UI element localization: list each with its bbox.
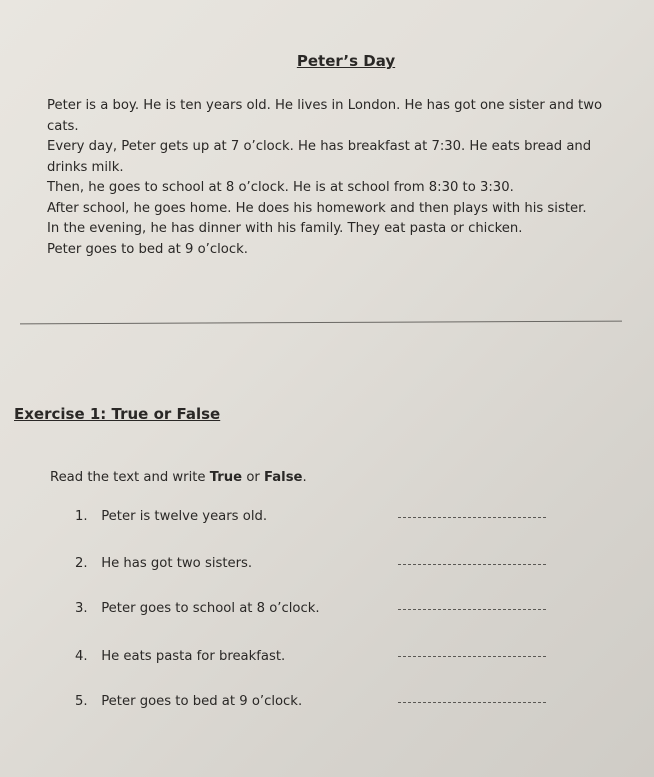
question-item [75, 509, 267, 524]
exercise-instruction [50, 470, 307, 485]
title-text: Peter’s Day [296, 52, 396, 70]
section-divider [20, 321, 622, 325]
question-number: 4. [75, 649, 88, 664]
instruction-true: True [209, 470, 243, 485]
story-paragraph: Every day, Peter gets up at 7 o’clock. He has breakfast at 7:30. He eats bread and drinks milk. [47, 139, 592, 175]
answer-blank[interactable] [398, 517, 546, 518]
question-text: Peter is twelve years old. [101, 509, 268, 524]
instruction-prefix: Read the text and write [50, 470, 206, 485]
answer-blank[interactable] [398, 656, 546, 657]
question-number: 1. [75, 509, 88, 524]
question-item [75, 694, 302, 709]
instruction-or: or [246, 470, 260, 485]
story-paragraph: Then, he goes to school at 8 o’clock. He is at school from 8:30 to 3:30. [47, 180, 514, 195]
answer-blank[interactable] [398, 564, 546, 565]
story-paragraph: Peter goes to bed at 9 o’clock. [47, 241, 248, 257]
question-item [75, 601, 320, 616]
question-text: Peter goes to school at 8 o’clock. [101, 601, 320, 616]
story-paragraph: In the evening, he has dinner with his family. They eat pasta or chicken. [47, 221, 523, 236]
story-paragraph: Peter is a boy. He is ten years old. He lives in London. He has got one sister and two cats. [47, 98, 603, 134]
question-text: Peter goes to bed at 9 o’clock. [101, 694, 303, 709]
answer-blank[interactable] [398, 702, 546, 703]
page-title [0, 52, 654, 70]
question-item [75, 649, 285, 664]
exercise-title: Exercise 1: True or False [14, 405, 221, 423]
answer-blank[interactable] [398, 609, 546, 610]
question-text: He eats pasta for breakfast. [101, 649, 286, 664]
question-number: 2. [75, 556, 88, 571]
instruction-false: False [264, 470, 303, 485]
instruction-suffix: . [302, 470, 307, 485]
question-number: 5. [75, 694, 88, 709]
story-paragraph: After school, he goes home. He does his homework and then plays with his sister. [47, 200, 587, 216]
question-number: 3. [75, 601, 88, 616]
question-text: He has got two sisters. [101, 556, 253, 571]
question-item [75, 556, 252, 571]
story-text [47, 96, 607, 260]
